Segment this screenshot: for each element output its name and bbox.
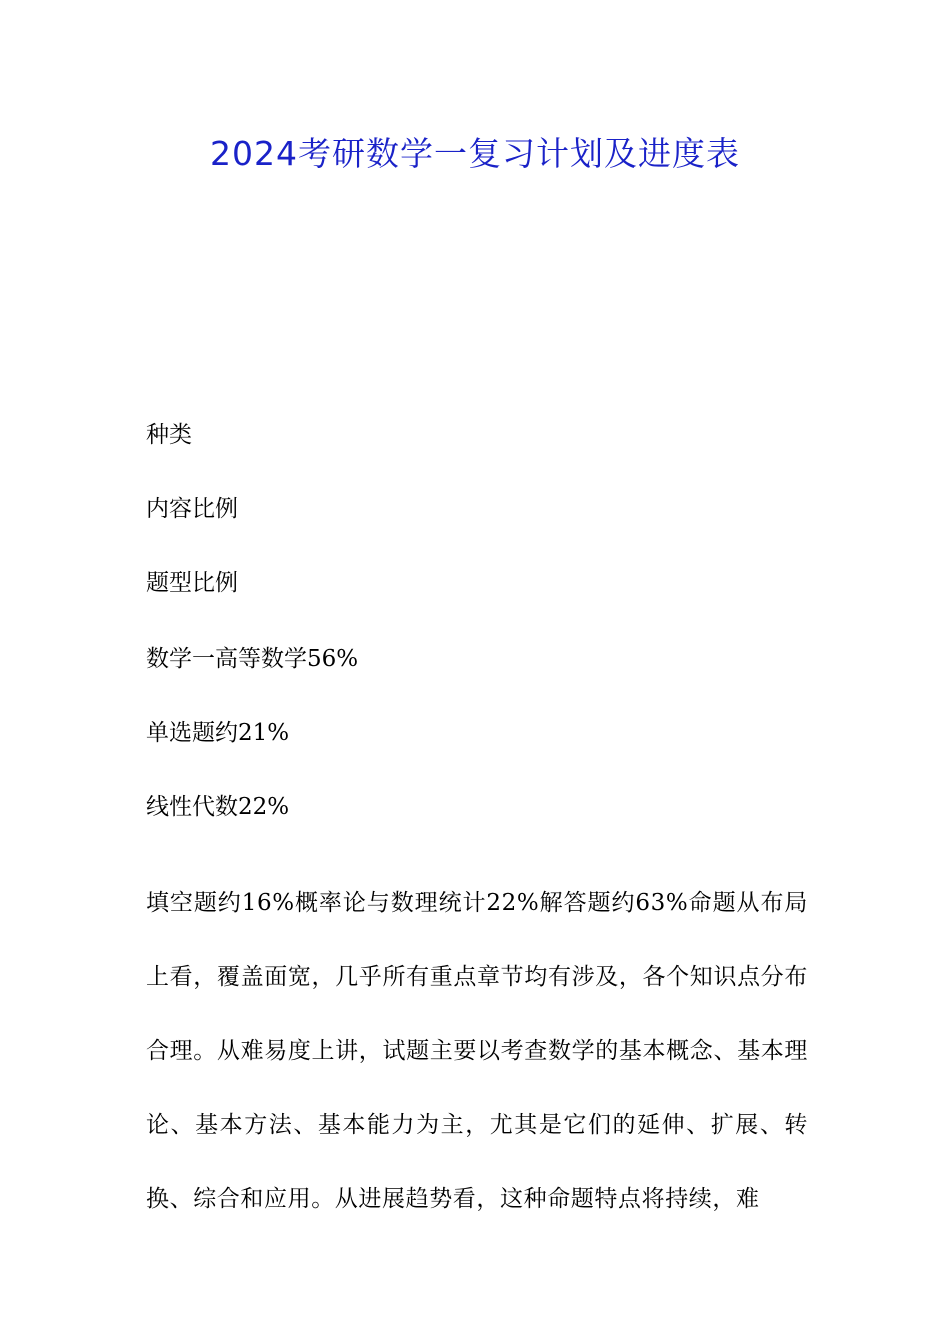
text-line-advanced-math: 数学一高等数学56% (146, 646, 359, 672)
body-paragraph: 填空题约16%概率论与数理统计22%解答题约63%命题从布局上看，覆盖面宽，几乎所有重点章节均有涉及，各个知识点分布合理。从难易度上讲，试题主要以考查数学的基本概念、基本理论、基本方法、基本能力为主，尤其是它们的延伸、扩展、转换、综合和应用。从进展趋势看，这种命题特点将持续，难 (146, 890, 808, 1212)
page-title: 2024考研数学一复习计划及进度表 (210, 134, 740, 173)
text-line-category: 种类 (146, 422, 192, 448)
text-line-single-choice: 单选题约21% (146, 720, 290, 746)
text-line-question-type-ratio: 题型比例 (146, 570, 238, 596)
text-line-content-ratio: 内容比例 (146, 496, 238, 522)
text-line-linear-algebra: 线性代数22% (146, 794, 290, 820)
